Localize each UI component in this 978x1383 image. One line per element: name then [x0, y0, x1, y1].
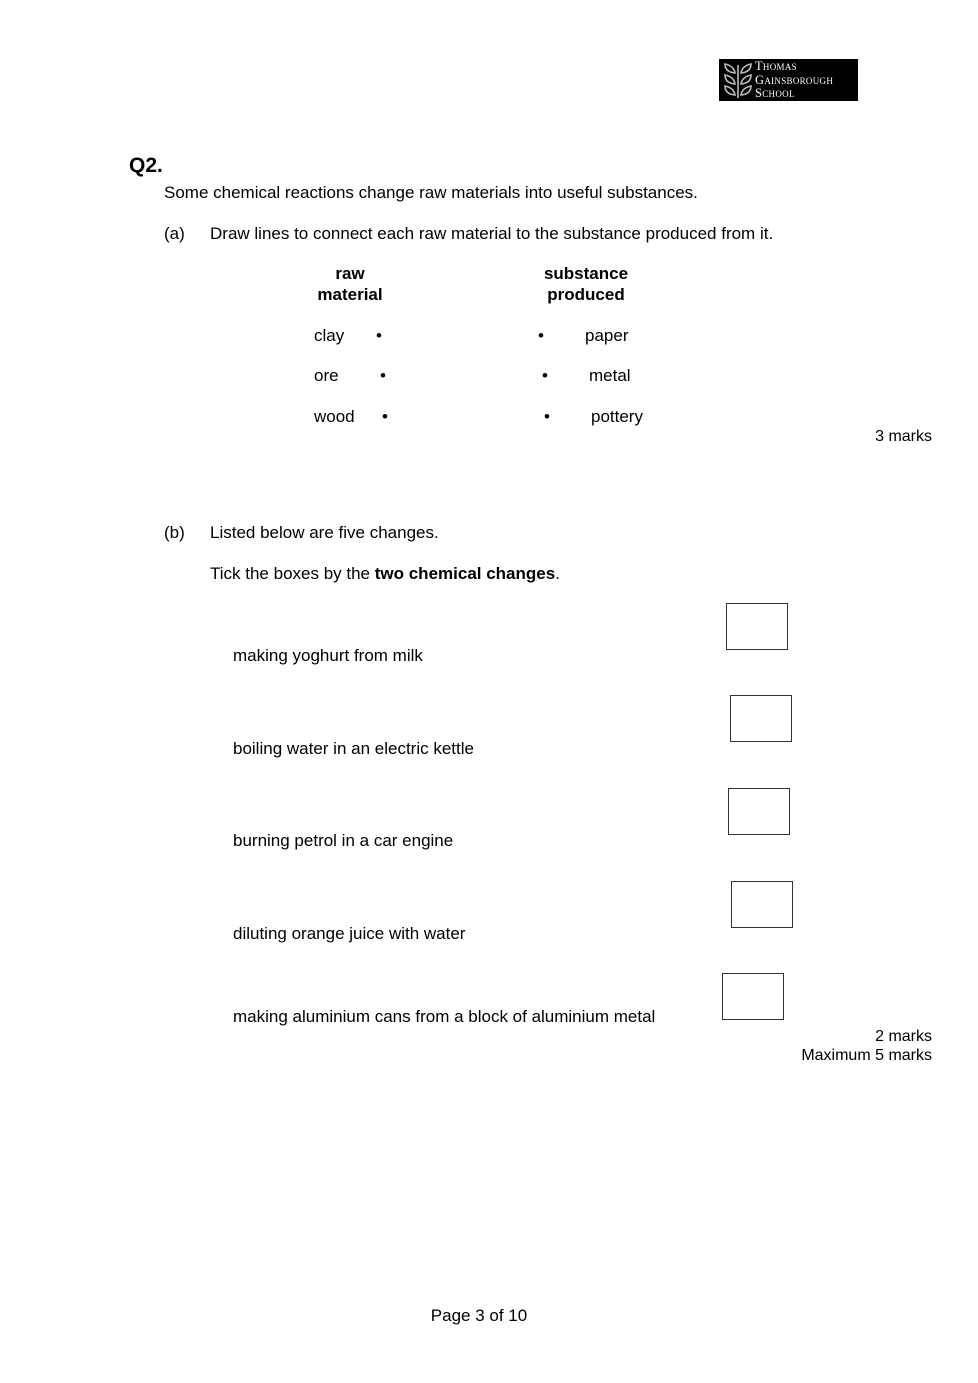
substance-metal-dot[interactable]: • — [542, 366, 548, 385]
raw-material-ore: ore — [314, 366, 339, 385]
instruction-bold: two chemical changes — [374, 564, 556, 583]
instruction-prefix: Tick the boxes by the — [210, 564, 375, 583]
raw-material-clay-dot[interactable]: • — [376, 326, 382, 345]
maximum-marks: Maximum 5 marks — [801, 1047, 932, 1064]
question-intro: Some chemical reactions change raw materials into useful substances. — [164, 183, 698, 202]
logo-line-2: Gainsborough — [755, 72, 834, 87]
part-a-label: (a) — [164, 224, 185, 243]
raw-material-ore-dot[interactable]: • — [380, 366, 386, 385]
raw-material-header — [300, 264, 400, 305]
part-b-label: (b) — [164, 523, 185, 542]
logo-line-1: Thomas — [755, 59, 797, 73]
part-a-instruction: Draw lines to connect each raw material to the substance produced from it. — [210, 224, 774, 243]
substance-produced-header — [526, 264, 646, 305]
leaf-emblem-icon — [722, 61, 754, 99]
substance-header-line-1: substance — [543, 264, 629, 283]
school-logo — [719, 59, 858, 101]
question-number: Q2. — [129, 154, 163, 177]
page-number: Page 3 of 10 — [430, 1306, 528, 1325]
substance-pottery: pottery — [591, 407, 643, 426]
substance-paper: paper — [585, 326, 629, 345]
change-item-petrol: burning petrol in a car engine — [233, 831, 454, 850]
substance-paper-dot[interactable]: • — [538, 326, 544, 345]
substance-header-line-2: produced — [547, 285, 625, 304]
part-a-marks: 3 marks — [875, 428, 932, 445]
part-b-instruction — [210, 564, 560, 584]
tick-box-aluminium[interactable] — [722, 973, 784, 1020]
instruction-suffix: . — [555, 564, 560, 583]
raw-material-wood-dot[interactable]: • — [382, 407, 388, 426]
raw-material-header-line-1: raw — [335, 264, 365, 283]
tick-box-orange-juice[interactable] — [731, 881, 793, 928]
tick-box-kettle[interactable] — [730, 695, 792, 742]
part-b-marks: 2 marks — [875, 1028, 932, 1045]
part-b-intro: Listed below are five changes. — [210, 523, 439, 542]
substance-pottery-dot[interactable]: • — [544, 407, 550, 426]
raw-material-clay: clay — [314, 326, 345, 345]
raw-material-wood: wood — [314, 407, 355, 426]
tick-box-petrol[interactable] — [728, 788, 790, 835]
change-item-orange-juice: diluting orange juice with water — [233, 924, 466, 943]
change-item-yoghurt: making yoghurt from milk — [233, 646, 423, 665]
raw-material-header-line-2: material — [317, 285, 383, 304]
change-item-kettle: boiling water in an electric kettle — [233, 739, 474, 758]
tick-box-yoghurt[interactable] — [726, 603, 788, 650]
substance-metal: metal — [589, 366, 631, 385]
logo-line-3: School — [755, 86, 795, 100]
change-item-aluminium: making aluminium cans from a block of aluminium metal — [233, 1007, 656, 1026]
